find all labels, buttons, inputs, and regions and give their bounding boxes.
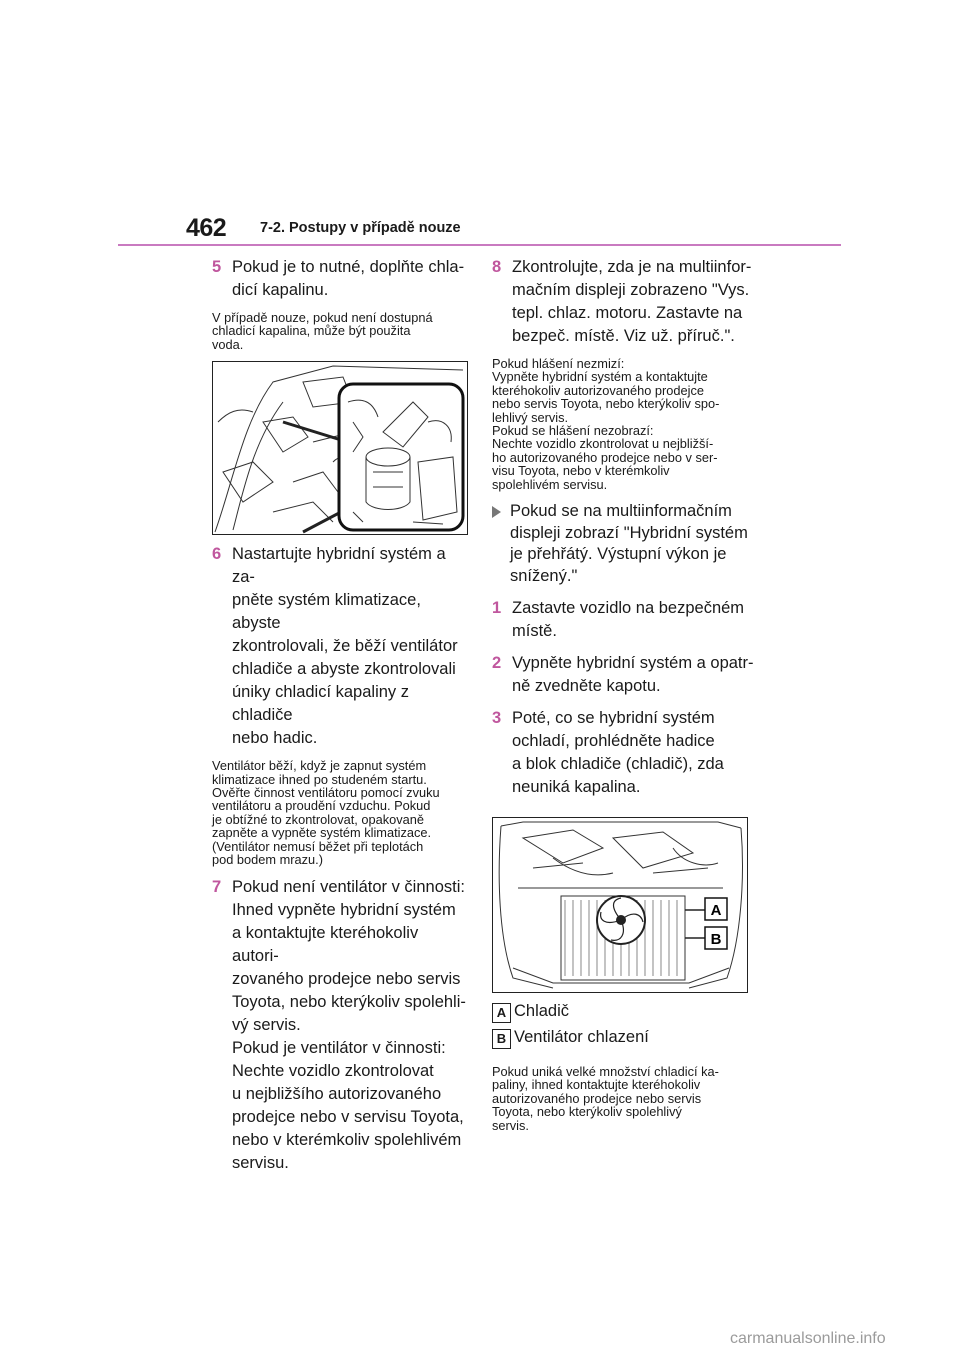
step-number: 8 xyxy=(492,258,502,276)
radiator-fan-illustration xyxy=(492,817,748,993)
step-7 xyxy=(212,876,468,1175)
step-text: Poté, co se hybridní systém ochladí, prohlédněte hadice a blok chladiče (chladič), zda neuniká kapalina. xyxy=(512,709,724,797)
step-number: 6 xyxy=(212,545,222,564)
page-number: 462 xyxy=(186,214,227,242)
legend-a-text: Chladič xyxy=(514,1002,570,1021)
step-6 xyxy=(212,543,468,750)
engine-reservoir-illustration xyxy=(212,361,468,535)
substep-3 xyxy=(492,707,756,799)
step-text: Nastartujte hybridní systém a za- pněte systém klimatizace, abyste zkontrolovali, že běží ventilátor chladiče a abyste zkontrolovali úniky chladicí kapaliny z chladiče nebo hadic. xyxy=(232,545,458,748)
legend-b-text: Ventilátor chlazení xyxy=(514,1028,649,1047)
final-warning-note: Pokud uniká velké množství chladicí ka- paliny, ihned kontaktujte kteréhokoliv autorizovaného prodejce nebo servis Toyota, nebo kterýkoliv spolehlivý servis. xyxy=(492,1064,719,1133)
legend-cooling-fan xyxy=(492,1027,756,1053)
step-5 xyxy=(212,256,468,302)
step-number: 2 xyxy=(492,654,502,673)
overheat-warning-bullet xyxy=(492,501,756,587)
section-title: 7-2. Postupy v případě nouze xyxy=(260,220,461,236)
watermark: carmanualsonline.info xyxy=(730,1330,886,1347)
step-text: Pokud je to nutné, doplňte chla- dicí kapalinu. xyxy=(232,258,465,299)
step-8 xyxy=(492,256,756,348)
callout-b-label: B xyxy=(710,931,722,949)
coolant-reservoir-drawing xyxy=(213,362,467,534)
note-step-5: V případě nouze, pokud není dostupná chladicí kapalina, může být použita voda. xyxy=(212,310,433,352)
right-column xyxy=(492,256,756,1142)
step-text: Pokud není ventilátor v činnosti: Ihned vypněte hybridní systém a kontaktujte kteréhokoliv autori- zovaného prodejce nebo servis Toyota, nebo kterýkoliv spolehli- vý servis. Pokud je ventilátor v činnosti: Nechte vozidlo zkontrolovat u nejbližšího autorizovaného prodejce nebo v servisu Toyota, nebo v kterémkoliv spolehlivém servisu. xyxy=(232,878,466,1173)
substep-1 xyxy=(492,597,756,643)
legend-b-badge: B xyxy=(492,1029,511,1049)
step-text: Zastavte vozidlo na bezpečném místě. xyxy=(512,599,745,641)
bullet-text: Pokud se na multiinformačním displeji zobrazí "Hybridní systém je přehřátý. Výstupní výkon je snížený." xyxy=(510,502,748,585)
note-step-8: Pokud hlášení nezmizí: Vypněte hybridní systém a kontaktujte kteréhokoliv autorizovaného prodejce nebo servis Toyota, nebo kterýkoliv spo- lehlivý servis. Pokud se hlášení nezobrazí: Nechte vozidlo zkontrolovat u nejbližší- ho autorizovaného prodejce nebo v ser- visu Toyota, nebo v kterémkoliv spolehlivém servisu. xyxy=(492,356,720,492)
step-number: 7 xyxy=(212,878,222,897)
left-column xyxy=(212,256,468,1184)
legend-a-badge: A xyxy=(492,1003,511,1023)
step-text: Vypněte hybridní systém a opatr- ně zvedněte kapotu. xyxy=(512,654,754,696)
step-number: 1 xyxy=(492,599,502,618)
step-number: 3 xyxy=(492,709,502,728)
triangle-bullet-icon xyxy=(492,506,501,518)
callout-a-label: A xyxy=(710,902,722,920)
step-number: 5 xyxy=(212,258,222,276)
legend-radiator xyxy=(492,1001,756,1027)
note-step-6: Ventilátor běží, když je zapnut systém klimatizace ihned po studeném startu. Ověřte činnost ventilátoru pomocí zvuku ventilátoru a proudění vzduchu. Pokud je obtížné to zkontrolovat, opakovaně zapněte a vypněte systém klimatizace. (Ventilátor nemusí běžet při teplotách pod bodem mrazu.) xyxy=(212,758,440,868)
step-text: Zkontrolujte, zda je na multiinfor- mačním displeji zobrazeno "Vys. tepl. chlaz. motoru. Zastavte na bezpeč. místě. Viz už. příruč.". xyxy=(512,258,752,345)
header-divider xyxy=(118,244,841,246)
page-header xyxy=(186,214,841,248)
substep-2 xyxy=(492,652,756,698)
engine-bay-front-drawing xyxy=(493,818,747,992)
